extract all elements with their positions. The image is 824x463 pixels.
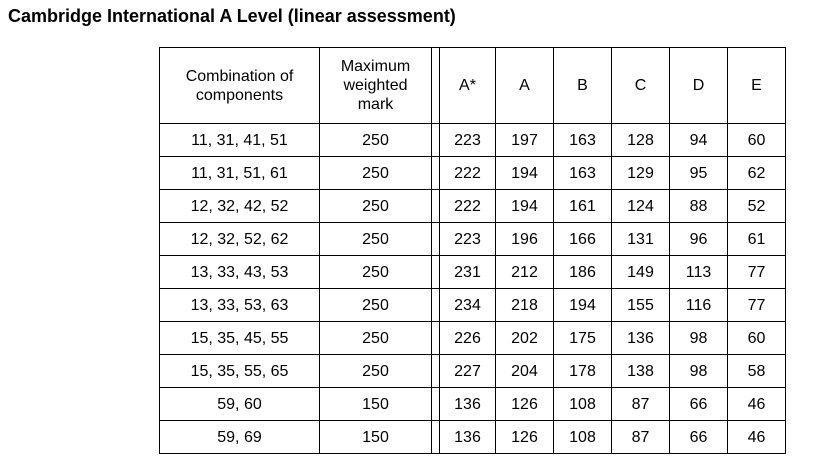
cell-grade-c: 149: [612, 256, 670, 289]
header-grade-a: A: [496, 48, 554, 124]
cell-grade-e: 61: [728, 223, 786, 256]
cell-max-mark: 250: [320, 190, 432, 223]
cell-grade-d: 88: [670, 190, 728, 223]
column-gap: [432, 223, 440, 256]
cell-grade-b: 161: [554, 190, 612, 223]
cell-combination: 59, 60: [160, 388, 320, 421]
table-row: [160, 157, 786, 190]
cell-grade-b: 163: [554, 124, 612, 157]
header-grade-e: E: [728, 48, 786, 124]
cell-grade-a: 218: [496, 289, 554, 322]
table-row: [160, 256, 786, 289]
cell-combination: 11, 31, 51, 61: [160, 157, 320, 190]
table-row: [160, 223, 786, 256]
cell-grade-a-star: 234: [440, 289, 496, 322]
column-gap: [432, 48, 440, 124]
cell-max-mark: 150: [320, 421, 432, 454]
column-gap: [432, 388, 440, 421]
cell-grade-e: 52: [728, 190, 786, 223]
column-gap: [432, 322, 440, 355]
cell-grade-a: 194: [496, 157, 554, 190]
cell-grade-b: 108: [554, 388, 612, 421]
page-title: Cambridge International A Level (linear assessment): [8, 6, 456, 26]
header-grade-a-star: A*: [440, 48, 496, 124]
cell-grade-d: 66: [670, 388, 728, 421]
cell-grade-e: 60: [728, 124, 786, 157]
cell-grade-e: 58: [728, 355, 786, 388]
cell-max-mark: 250: [320, 355, 432, 388]
header-grade-d: D: [670, 48, 728, 124]
cell-grade-c: 87: [612, 388, 670, 421]
cell-max-mark: 250: [320, 157, 432, 190]
table-row: [160, 355, 786, 388]
cell-max-mark: 250: [320, 322, 432, 355]
table-row: [160, 322, 786, 355]
column-gap: [432, 355, 440, 388]
cell-combination: 15, 35, 45, 55: [160, 322, 320, 355]
cell-grade-c: 129: [612, 157, 670, 190]
table-row: [160, 190, 786, 223]
column-gap: [432, 289, 440, 322]
cell-grade-c: 124: [612, 190, 670, 223]
cell-grade-a-star: 227: [440, 355, 496, 388]
column-gap: [432, 421, 440, 454]
cell-grade-e: 77: [728, 289, 786, 322]
header-max-mark: Maximum weighted mark: [320, 48, 432, 124]
cell-combination: 12, 32, 52, 62: [160, 223, 320, 256]
cell-grade-a: 202: [496, 322, 554, 355]
cell-grade-b: 108: [554, 421, 612, 454]
table-header-row: [160, 48, 786, 124]
cell-grade-a-star: 136: [440, 388, 496, 421]
cell-max-mark: 250: [320, 223, 432, 256]
header-grade-c: C: [612, 48, 670, 124]
cell-grade-c: 87: [612, 421, 670, 454]
cell-combination: 59, 69: [160, 421, 320, 454]
cell-grade-d: 113: [670, 256, 728, 289]
column-gap: [432, 124, 440, 157]
cell-grade-e: 46: [728, 421, 786, 454]
cell-max-mark: 250: [320, 124, 432, 157]
column-gap: [432, 190, 440, 223]
header-grade-b: B: [554, 48, 612, 124]
cell-grade-a-star: 231: [440, 256, 496, 289]
cell-grade-b: 178: [554, 355, 612, 388]
cell-combination: 13, 33, 43, 53: [160, 256, 320, 289]
cell-grade-a-star: 223: [440, 124, 496, 157]
cell-grade-a: 197: [496, 124, 554, 157]
table-row: [160, 388, 786, 421]
cell-grade-a: 194: [496, 190, 554, 223]
cell-grade-b: 163: [554, 157, 612, 190]
cell-max-mark: 250: [320, 256, 432, 289]
cell-grade-a-star: 136: [440, 421, 496, 454]
cell-grade-a-star: 222: [440, 190, 496, 223]
cell-grade-d: 98: [670, 322, 728, 355]
cell-combination: 15, 35, 55, 65: [160, 355, 320, 388]
cell-grade-d: 96: [670, 223, 728, 256]
cell-grade-a-star: 223: [440, 223, 496, 256]
cell-max-mark: 250: [320, 289, 432, 322]
cell-grade-b: 166: [554, 223, 612, 256]
cell-grade-c: 131: [612, 223, 670, 256]
cell-grade-b: 175: [554, 322, 612, 355]
cell-grade-d: 116: [670, 289, 728, 322]
grade-thresholds-table: [159, 47, 786, 454]
cell-grade-e: 46: [728, 388, 786, 421]
table-body: [160, 124, 786, 454]
table-row: [160, 124, 786, 157]
cell-grade-b: 194: [554, 289, 612, 322]
cell-grade-e: 60: [728, 322, 786, 355]
cell-combination: 13, 33, 53, 63: [160, 289, 320, 322]
header-combination: Combination of components: [160, 48, 320, 124]
cell-grade-d: 66: [670, 421, 728, 454]
table-row: [160, 289, 786, 322]
cell-grade-c: 138: [612, 355, 670, 388]
cell-grade-a: 212: [496, 256, 554, 289]
cell-max-mark: 150: [320, 388, 432, 421]
column-gap: [432, 157, 440, 190]
table-row: [160, 421, 786, 454]
cell-grade-e: 62: [728, 157, 786, 190]
cell-grade-d: 94: [670, 124, 728, 157]
cell-combination: 11, 31, 41, 51: [160, 124, 320, 157]
cell-grade-a: 126: [496, 421, 554, 454]
cell-grade-c: 155: [612, 289, 670, 322]
cell-grade-a-star: 222: [440, 157, 496, 190]
cell-grade-d: 98: [670, 355, 728, 388]
cell-grade-d: 95: [670, 157, 728, 190]
cell-grade-b: 186: [554, 256, 612, 289]
cell-grade-a-star: 226: [440, 322, 496, 355]
cell-grade-c: 136: [612, 322, 670, 355]
cell-grade-a: 126: [496, 388, 554, 421]
cell-grade-a: 204: [496, 355, 554, 388]
column-gap: [432, 256, 440, 289]
cell-grade-e: 77: [728, 256, 786, 289]
cell-grade-a: 196: [496, 223, 554, 256]
cell-grade-c: 128: [612, 124, 670, 157]
cell-combination: 12, 32, 42, 52: [160, 190, 320, 223]
